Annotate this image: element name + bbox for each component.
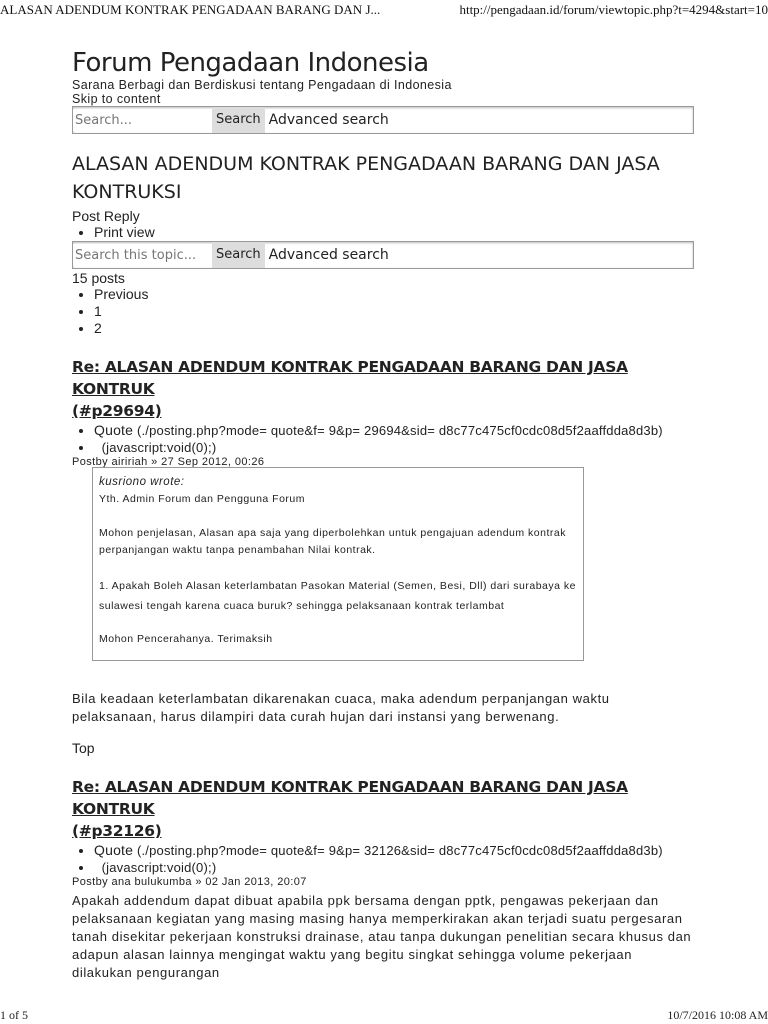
print-view-link[interactable]: • Print view — [94, 224, 694, 241]
post-title-link[interactable]: Re: ALASAN ADENDUM KONTRAK PENGADAAN BARANG DAN JASA KONTRUK (#p32126) — [72, 778, 628, 840]
post-p29694 — [72, 356, 694, 468]
quote-line: Yth. Admin Forum dan Pengguna Forum — [99, 493, 306, 505]
quote-line: Mohon Pencerahanya. Terimaksih — [99, 633, 273, 645]
print-header-title: ALASAN ADENDUM KONTRAK PENGADAAN BARANG DAN J... — [0, 2, 381, 17]
post-author-date: Postby ana bulukumba » 02 Jan 2013, 20:07 — [72, 876, 307, 888]
site-search-bar — [72, 106, 694, 134]
post-reply-button[interactable]: Post Reply — [72, 208, 140, 224]
quote-link[interactable]: Quote (./posting.php?mode= quote&f= 9&p= 32126&sid= d8c77c475cf0cdc08d5f2aaffdda8d3b) — [94, 842, 663, 858]
post-body: Apakah addendum dapat dibuat apabila ppk bersama dengan pptk, pengawas pekerjaan dan pelaksanaan kegiatan yang masing masing hanya memperkirakan akan terjadi suatu pergesaran tanah disekitar pekerjaan konstruksi drainase, atau tanpa dukungan penelitian secara khusus dan adapun alasan lainnya mengingat waktu yang begitu singkat sehingga volume pekerjaan dilakukan pengurangan — [72, 893, 692, 980]
site-tagline: Sarana Berbagi dan Berdiskusi tentang Pengadaan di Indonesia — [72, 78, 452, 92]
post-title-link[interactable]: Re: ALASAN ADENDUM KONTRAK PENGADAAN BARANG DAN JASA KONTRUK (#p29694) — [72, 358, 628, 420]
post-body: Bila keadaan keterlambatan dikarenakan cuaca, maka adendum perpanjangan waktu pelaksanaan, harus dilampiri data curah hujan dari instansi yang berwenang. — [72, 691, 610, 724]
topic-search-input[interactable] — [73, 244, 212, 266]
quote-line: Mohon penjelasan, Alasan apa saja yang diperbolehkan untuk pengajuan adendum kontrak perpanjangan waktu tanpa penambahan Nilai kontrak. — [99, 527, 566, 556]
print-footer-page: 1 of 5 — [0, 1008, 28, 1022]
advanced-search-link[interactable]: Advanced search — [268, 112, 389, 128]
topic-title[interactable]: ALASAN ADENDUM KONTRAK PENGADAAN BARANG DAN JASA KONTRUKSI — [72, 153, 660, 203]
print-footer-datetime: 10/7/2016 10:08 AM — [667, 1008, 768, 1022]
javascript-link[interactable]: (javascript:void(0);) — [101, 440, 217, 455]
top-link[interactable]: Top — [72, 740, 95, 756]
topic-search-button[interactable]: Search — [212, 242, 265, 268]
site-title[interactable]: Forum Pengadaan Indonesia — [72, 48, 429, 78]
post-author-date: Postby aiririah » 27 Sep 2012, 00:26 — [72, 456, 265, 468]
pagination-previous[interactable]: • Previous — [94, 286, 694, 303]
skip-to-content-link[interactable]: Skip to content — [72, 92, 161, 106]
quote-block — [92, 467, 584, 661]
post-count: 15 posts — [72, 270, 125, 286]
quote-line: 1. Apakah Boleh Alasan keterlambatan Pasokan Material (Semen, Besi, Dll) dari surabaya ke sulawesi tengah karena cuaca buruk? sehingga pelaksanaan kontrak terlambat — [99, 580, 576, 612]
pagination — [72, 286, 694, 337]
print-header-url: http://pengadaan.id/forum/viewtopic.php?t=4294&start=10 — [459, 2, 768, 17]
topic-advanced-search-link[interactable]: Advanced search — [268, 247, 389, 263]
javascript-link[interactable]: (javascript:void(0);) — [101, 860, 217, 875]
pagination-page-1[interactable]: • 1 — [94, 303, 694, 320]
search-button[interactable]: Search — [212, 107, 265, 133]
post-p32126 — [72, 776, 694, 982]
search-input[interactable] — [73, 109, 212, 131]
pagination-page-2[interactable]: • 2 — [94, 320, 694, 337]
quote-link[interactable]: Quote (./posting.php?mode= quote&f= 9&p= 29694&sid= d8c77c475cf0cdc08d5f2aaffdda8d3b) — [94, 422, 663, 438]
topic-search-bar — [72, 241, 694, 269]
quote-author: kusriono wrote: — [99, 476, 185, 488]
